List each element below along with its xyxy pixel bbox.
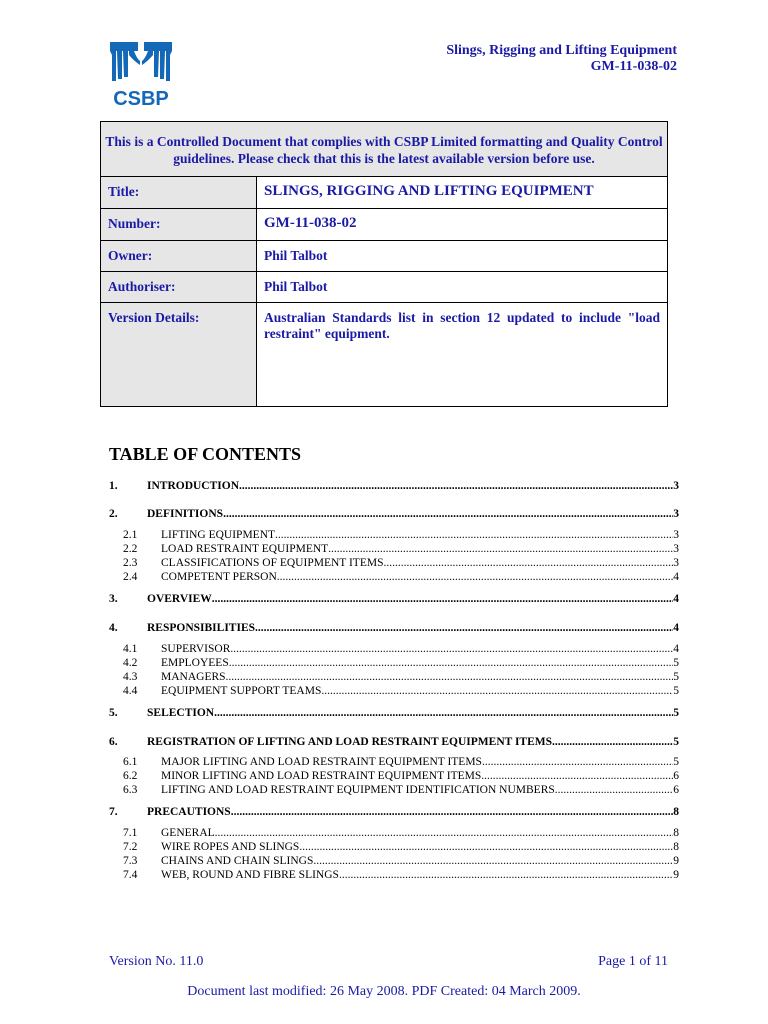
toc-leader [481, 769, 673, 783]
toc-entry-title: CLASSIFICATIONS OF EQUIPMENT ITEMS [161, 557, 384, 569]
toc-entry[interactable] [109, 621, 679, 635]
toc-entry-title: INTRODUCTION [147, 480, 240, 492]
toc-entry[interactable] [109, 656, 679, 670]
toc-page: 5 [673, 756, 679, 768]
toc-leader [275, 528, 673, 542]
toc-entry-title: SUPERVISOR [161, 643, 231, 655]
toc-entry-title: WEB, ROUND AND FIBRE SLINGS [161, 869, 339, 881]
toc-number: 2.3 [123, 557, 138, 569]
version-number: Version No. 11.0 [109, 954, 204, 969]
toc-entry-title: MINOR LIFTING AND LOAD RESTRAINT EQUIPMENT ITEMS [161, 770, 482, 782]
row-value: GM-11-038-02 [264, 215, 357, 231]
toc-page: 5 [673, 707, 679, 719]
toc-leader [321, 684, 673, 698]
toc-leader [482, 755, 673, 769]
toc-number: 6. [109, 736, 118, 748]
toc-number: 7.4 [123, 869, 138, 881]
toc-leader [239, 479, 673, 493]
row-number [101, 209, 667, 241]
row-label: Version Details: [101, 303, 257, 406]
toc-entry-title: GENERAL [161, 827, 215, 839]
toc-entry[interactable] [109, 570, 679, 584]
toc-page: 5 [673, 671, 679, 683]
page-number: Page 1 of 11 [598, 954, 668, 969]
toc-entry-title: LIFTING EQUIPMENT [161, 529, 276, 541]
toc-entry[interactable] [109, 528, 679, 542]
toc-entry-title: LIFTING AND LOAD RESTRAINT EQUIPMENT IDENTIFICATION NUMBERS [161, 784, 555, 796]
row-value: Australian Standards list in section 12 updated to include "load restraint" equipment. [264, 310, 660, 341]
row-value: Phil Talbot [264, 248, 328, 263]
toc-number: 4.2 [123, 657, 138, 669]
toc-leader [313, 854, 673, 868]
toc-leader [255, 621, 673, 635]
document-header [446, 43, 677, 75]
toc-page: 8 [673, 827, 679, 839]
toc-entry[interactable] [109, 684, 679, 698]
toc-entry[interactable] [109, 805, 679, 819]
toc-entry[interactable] [109, 868, 679, 882]
toc-page: 6 [673, 784, 679, 796]
toc-page: 5 [673, 657, 679, 669]
toc-entry-title: MANAGERS [161, 671, 226, 683]
toc-entry-title: SELECTION [147, 707, 215, 719]
row-version-details [101, 303, 667, 406]
row-label: Title: [101, 177, 257, 208]
toc-entry[interactable] [109, 783, 679, 797]
toc-number: 1. [109, 480, 118, 492]
toc-leader [328, 542, 673, 556]
row-owner [101, 241, 667, 272]
toc-leader [552, 735, 673, 749]
toc-entry-title: MAJOR LIFTING AND LOAD RESTRAINT EQUIPMENT ITEMS [161, 756, 482, 768]
row-label: Number: [101, 209, 257, 240]
toc-page: 6 [673, 770, 679, 782]
toc-leader [231, 805, 674, 819]
toc-number: 6.3 [123, 784, 138, 796]
csbp-logo-mark [108, 40, 174, 88]
row-title [101, 177, 667, 209]
toc-page: 3 [673, 543, 679, 555]
toc-number: 5. [109, 707, 118, 719]
header-title: Slings, Rigging and Lifting Equipment [446, 43, 677, 58]
toc-page: 4 [673, 643, 679, 655]
toc-number: 4. [109, 622, 118, 634]
toc-page: 8 [673, 841, 679, 853]
toc-leader [223, 507, 673, 521]
row-label: Owner: [101, 241, 257, 271]
toc-leader [555, 783, 673, 797]
toc-leader [215, 826, 674, 840]
toc-number: 7.1 [123, 827, 138, 839]
toc-entry-title: OVERVIEW [147, 593, 212, 605]
toc-page: 5 [673, 736, 679, 748]
row-authoriser [101, 272, 667, 303]
toc-number: 7.3 [123, 855, 138, 867]
toc-number: 4.3 [123, 671, 138, 683]
toc-leader [226, 670, 674, 684]
toc-entry[interactable] [109, 826, 679, 840]
toc-leader [212, 592, 673, 606]
toc-number: 3. [109, 593, 118, 605]
toc-leader [230, 642, 673, 656]
toc-page: 3 [673, 529, 679, 541]
toc-leader [339, 868, 673, 882]
row-value: Phil Talbot [264, 279, 328, 294]
toc-page: 4 [673, 622, 679, 634]
row-value: SLINGS, RIGGING AND LIFTING EQUIPMENT [264, 183, 594, 199]
header-code: GM-11-038-02 [590, 59, 677, 74]
toc-page: 9 [673, 855, 679, 867]
toc-entry-title: PRECAUTIONS [147, 806, 231, 818]
toc-page: 3 [673, 557, 679, 569]
toc-number: 2. [109, 508, 118, 520]
toc-entry[interactable] [109, 706, 679, 720]
csbp-logo-text: CSBP [113, 88, 169, 110]
toc-entry-title: REGISTRATION OF LIFTING AND LOAD RESTRAINT EQUIPMENT ITEMS [147, 736, 553, 748]
toc-page: 5 [673, 685, 679, 697]
toc-page: 4 [673, 571, 679, 583]
toc-entry[interactable] [109, 556, 679, 570]
toc-number: 2.2 [123, 543, 138, 555]
controlled-document-notice: This is a Controlled Document that complies with CSBP Limited formatting and Quality Control guidelines. Please check that this is the latest available version before use. [101, 122, 667, 177]
toc-entry[interactable] [109, 542, 679, 556]
toc-entry-title: WIRE ROPES AND SLINGS [161, 841, 300, 853]
toc-entry-title: CHAINS AND CHAIN SLINGS [161, 855, 314, 867]
toc-entry[interactable] [109, 840, 679, 854]
toc-page: 4 [673, 593, 679, 605]
toc-entry[interactable] [109, 642, 679, 656]
toc-leader [214, 706, 673, 720]
document-modified-info: Document last modified: 26 May 2008. PDF Created: 04 March 2009. [187, 984, 581, 999]
toc-page: 8 [673, 806, 679, 818]
toc-number: 6.2 [123, 770, 138, 782]
toc-entry[interactable] [109, 507, 679, 521]
toc-entry[interactable] [109, 735, 679, 749]
toc-number: 7. [109, 806, 118, 818]
toc-entry[interactable] [109, 755, 679, 769]
toc-page: 9 [673, 869, 679, 881]
toc-entry-title: COMPETENT PERSON [161, 571, 277, 583]
toc-number: 4.4 [123, 685, 138, 697]
toc-entry-title: DEFINITIONS [147, 508, 224, 520]
controlled-document-table [100, 121, 668, 407]
toc-leader [383, 556, 673, 570]
toc-page: 3 [673, 508, 679, 520]
toc-leader [277, 570, 673, 584]
toc-number: 4.1 [123, 643, 138, 655]
toc-title: TABLE OF CONTENTS [109, 444, 302, 464]
toc-entry[interactable] [109, 592, 679, 606]
toc-entry[interactable] [109, 854, 679, 868]
toc-number: 6.1 [123, 756, 138, 768]
toc-number: 2.4 [123, 571, 138, 583]
toc-entry[interactable] [109, 670, 679, 684]
toc-entry-title: LOAD RESTRAINT EQUIPMENT [161, 543, 329, 555]
toc-entry[interactable] [109, 479, 679, 493]
toc-leader [299, 840, 673, 854]
toc-number: 7.2 [123, 841, 138, 853]
row-label: Authoriser: [101, 272, 257, 302]
toc-entry-title: RESPONSIBILITIES [147, 622, 256, 634]
toc-entry-title: EQUIPMENT SUPPORT TEAMS [161, 685, 322, 697]
toc-entry[interactable] [109, 769, 679, 783]
toc-leader [229, 656, 674, 670]
toc-entry-title: EMPLOYEES [161, 657, 229, 669]
toc-number: 2.1 [123, 529, 138, 541]
toc-page: 3 [673, 480, 679, 492]
